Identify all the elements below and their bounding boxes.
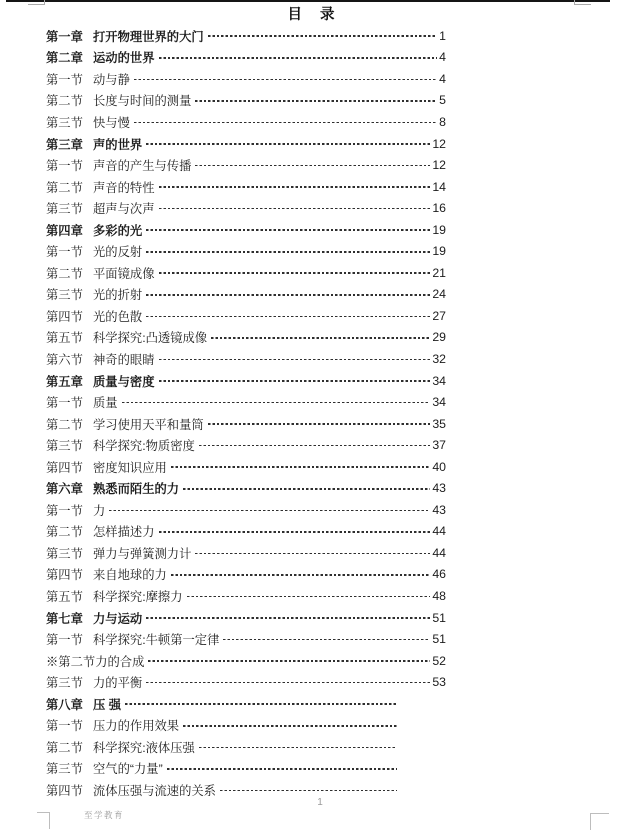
dotted-leader xyxy=(146,294,430,296)
toc-row-title: 科学探究:物质密度 xyxy=(93,439,195,454)
toc-row xyxy=(46,47,446,69)
toc-row-title: 空气的“力量” xyxy=(93,762,163,777)
toc-row-page-number: 51 xyxy=(432,632,446,647)
toc-row xyxy=(46,111,446,133)
toc-row-label: 第二节 xyxy=(46,740,83,755)
toc-row xyxy=(46,628,446,650)
toc-row xyxy=(46,68,446,90)
toc-row xyxy=(46,327,446,349)
toc-row-label: 第三节 xyxy=(46,676,83,691)
toc-row-title: 运动的世界 xyxy=(93,51,155,66)
dotted-leader xyxy=(159,186,431,188)
toc-row xyxy=(46,305,446,327)
toc-row-title: 平面镜成像 xyxy=(93,266,155,281)
dotted-leader xyxy=(146,682,430,684)
toc-row xyxy=(46,197,446,219)
footer-page-number: 1 xyxy=(317,797,323,808)
toc-row xyxy=(46,585,446,607)
toc-row xyxy=(46,176,446,198)
toc-row-label: 第五节 xyxy=(46,589,83,604)
page-title: 目 录 xyxy=(287,7,335,23)
toc-row-page-number: 8 xyxy=(439,114,446,129)
toc-row xyxy=(46,219,446,241)
toc-row xyxy=(46,650,446,672)
toc-row xyxy=(46,715,446,737)
toc-row xyxy=(46,758,446,780)
dotted-leader xyxy=(146,617,430,619)
dotted-leader xyxy=(208,35,437,37)
toc-row-label: 第四节 xyxy=(46,568,83,583)
dotted-leader xyxy=(199,445,431,447)
toc-row-title: 光的折射 xyxy=(93,288,143,303)
toc-row xyxy=(46,90,446,112)
toc-row-title: 压 强 xyxy=(93,697,122,712)
toc-row xyxy=(46,542,446,564)
dotted-leader xyxy=(195,553,430,555)
toc-row xyxy=(46,521,446,543)
toc-row-page-number: 44 xyxy=(432,524,446,539)
dotted-leader xyxy=(125,703,397,705)
dotted-leader xyxy=(146,229,430,231)
dotted-leader xyxy=(146,143,430,145)
toc-row xyxy=(46,456,446,478)
toc-row-page-number: 53 xyxy=(432,675,446,690)
toc-row-title: 力 xyxy=(93,503,106,518)
dotted-leader xyxy=(159,380,431,382)
dotted-leader xyxy=(183,725,397,727)
toc-row-label: 第五章 xyxy=(46,374,83,389)
toc-row-label: 第一节 xyxy=(46,159,83,174)
toc-row-title: 熟悉而陌生的力 xyxy=(93,482,180,497)
toc-row-label: 第一章 xyxy=(46,29,83,44)
toc-row-page-number: 46 xyxy=(432,567,446,582)
toc-row-title: 压力的作用效果 xyxy=(93,719,180,734)
toc-row-page-number: 5 xyxy=(439,93,446,108)
toc-row-title: 力的合成 xyxy=(95,654,145,669)
toc-row-label: 第一节 xyxy=(46,72,83,87)
toc-row-page-number: 48 xyxy=(432,588,446,603)
toc-row-label: 第一节 xyxy=(46,396,83,411)
toc-row-title: 科学探究:液体压强 xyxy=(93,740,195,755)
toc-row-label: 第二节 xyxy=(46,180,83,195)
toc-row xyxy=(46,564,446,586)
toc-row-label: 第二节 xyxy=(46,266,83,281)
toc-row-label: 第四节 xyxy=(46,460,83,475)
toc-row-page-number: 32 xyxy=(432,351,446,366)
toc-row-label: 第六章 xyxy=(46,482,83,497)
toc-row-label: 第一节 xyxy=(46,719,83,734)
toc-row-label: ※第二节 xyxy=(46,654,96,669)
toc-row-title: 快与慢 xyxy=(93,115,130,130)
toc-row-title: 来自地球的力 xyxy=(93,568,167,583)
toc-row-page-number: 34 xyxy=(432,373,446,388)
toc-row-label: 第三节 xyxy=(46,288,83,303)
dotted-leader xyxy=(146,316,430,318)
toc-row-label: 第四节 xyxy=(46,309,83,324)
toc-row-label: 第三节 xyxy=(46,762,83,777)
toc-row-title: 科学探究:摩擦力 xyxy=(93,589,183,604)
toc-row-title: 超声与次声 xyxy=(93,202,155,217)
toc-row xyxy=(46,133,446,155)
toc-row xyxy=(46,240,446,262)
toc-row-title: 质量 xyxy=(93,396,118,411)
dotted-leader xyxy=(159,272,431,274)
toc-row-page-number: 52 xyxy=(432,653,446,668)
dotted-leader xyxy=(187,596,431,598)
toc-row-page-number: 16 xyxy=(432,201,446,216)
toc-row-page-number: 21 xyxy=(432,265,446,280)
toc-row-label: 第六节 xyxy=(46,352,83,367)
dotted-leader xyxy=(109,510,430,512)
toc-row-page-number: 43 xyxy=(432,481,446,496)
toc-row-page-number: 27 xyxy=(432,308,446,323)
dotted-leader xyxy=(146,251,430,253)
toc-row xyxy=(46,413,446,435)
toc-row-title: 动与静 xyxy=(93,72,130,87)
toc-row-label: 第二节 xyxy=(46,525,83,540)
toc-row-label: 第三章 xyxy=(46,137,83,152)
toc-row-label: 第一节 xyxy=(46,633,83,648)
dotted-leader xyxy=(195,100,437,102)
dotted-leader xyxy=(211,337,430,339)
text-boundary-mark-bottom-left xyxy=(37,812,50,829)
toc-row-label: 第三节 xyxy=(46,439,83,454)
dotted-leader xyxy=(159,359,431,361)
toc-list xyxy=(46,25,446,801)
dotted-leader xyxy=(159,57,438,59)
toc-row-label: 第八章 xyxy=(46,697,83,712)
toc-row-title: 长度与时间的测量 xyxy=(93,94,192,109)
toc-row xyxy=(46,370,446,392)
toc-row-page-number: 24 xyxy=(432,287,446,302)
toc-row-title: 科学探究:牛顿第一定律 xyxy=(93,633,220,648)
toc-row-page-number: 34 xyxy=(432,395,446,410)
toc-row-label: 第四章 xyxy=(46,223,83,238)
toc-row xyxy=(46,607,446,629)
toc-row-label: 第三节 xyxy=(46,546,83,561)
dotted-leader xyxy=(122,402,431,404)
toc-row-label: 第三节 xyxy=(46,115,83,130)
toc-row xyxy=(46,671,446,693)
toc-row-page-number: 29 xyxy=(432,330,446,345)
toc-row xyxy=(46,391,446,413)
toc-row xyxy=(46,693,446,715)
toc-row-page-number: 40 xyxy=(432,459,446,474)
dotted-leader xyxy=(134,79,437,81)
toc-row xyxy=(46,154,446,176)
dotted-leader xyxy=(208,423,431,425)
toc-row-page-number: 19 xyxy=(432,222,446,237)
toc-row xyxy=(46,284,446,306)
toc-row-title: 光的色散 xyxy=(93,309,143,324)
toc-row-label: 第一节 xyxy=(46,503,83,518)
toc-row-page-number: 51 xyxy=(432,610,446,625)
toc-row-title: 光的反射 xyxy=(93,245,143,260)
toc-row-title: 力与运动 xyxy=(93,611,143,626)
top-border-line xyxy=(6,0,610,2)
toc-row xyxy=(46,736,446,758)
toc-row-label: 第二节 xyxy=(46,417,83,432)
toc-row xyxy=(46,434,446,456)
toc-row-title: 打开物理世界的大门 xyxy=(93,29,204,44)
toc-row-page-number: 14 xyxy=(432,179,446,194)
toc-row-label: 第二节 xyxy=(46,94,83,109)
toc-row-page-number: 1 xyxy=(439,28,446,43)
dotted-leader xyxy=(148,660,430,662)
toc-row xyxy=(46,25,446,47)
dotted-leader xyxy=(171,574,431,576)
toc-row-title: 科学探究:凸透镜成像 xyxy=(93,331,208,346)
toc-row-title: 声音的产生与传播 xyxy=(93,159,192,174)
toc-row-page-number: 12 xyxy=(432,158,446,173)
dotted-leader xyxy=(195,165,430,167)
dotted-leader xyxy=(159,208,431,210)
toc-row-title: 力的平衡 xyxy=(93,676,143,691)
toc-row-label: 第三节 xyxy=(46,202,83,217)
toc-row-page-number: 43 xyxy=(432,502,446,517)
toc-row-label: 第二章 xyxy=(46,51,83,66)
toc-row-page-number: 44 xyxy=(432,545,446,560)
toc-row-title: 弹力与弹簧测力计 xyxy=(93,546,192,561)
dotted-leader xyxy=(183,488,430,490)
toc-row xyxy=(46,499,446,521)
toc-row-page-number: 12 xyxy=(432,136,446,151)
toc-row-title: 密度知识应用 xyxy=(93,460,167,475)
toc-row-title: 声的世界 xyxy=(93,137,143,152)
dotted-leader xyxy=(171,466,431,468)
dotted-leader xyxy=(220,790,397,792)
toc-row xyxy=(46,262,446,284)
toc-row-label: 第五节 xyxy=(46,331,83,346)
toc-row-title: 学习使用天平和量筒 xyxy=(93,417,204,432)
text-boundary-mark-bottom-right xyxy=(590,813,609,830)
toc-row-page-number: 35 xyxy=(432,416,446,431)
toc-row-title: 声音的特性 xyxy=(93,180,155,195)
dotted-leader xyxy=(199,747,397,749)
dotted-leader xyxy=(134,122,437,124)
toc-row-title: 质量与密度 xyxy=(93,374,155,389)
toc-row-title: 流体压强与流速的关系 xyxy=(93,783,216,798)
toc-row-page-number: 19 xyxy=(432,244,446,259)
toc-row xyxy=(46,348,446,370)
toc-row-label: 第四节 xyxy=(46,783,83,798)
toc-row-page-number: 4 xyxy=(439,71,446,86)
dotted-leader xyxy=(159,531,431,533)
toc-row-label: 第七章 xyxy=(46,611,83,626)
footer-brand: 至学教育 xyxy=(84,810,125,820)
toc-row-title: 怎样描述力 xyxy=(93,525,155,540)
dotted-leader xyxy=(167,768,397,770)
toc-row-page-number: 4 xyxy=(439,50,446,65)
toc-row-title: 神奇的眼睛 xyxy=(93,352,155,367)
toc-row xyxy=(46,477,446,499)
dotted-leader xyxy=(223,639,430,641)
toc-row-title: 多彩的光 xyxy=(93,223,143,238)
toc-row-label: 第一节 xyxy=(46,245,83,260)
toc-row-page-number: 37 xyxy=(432,438,446,453)
